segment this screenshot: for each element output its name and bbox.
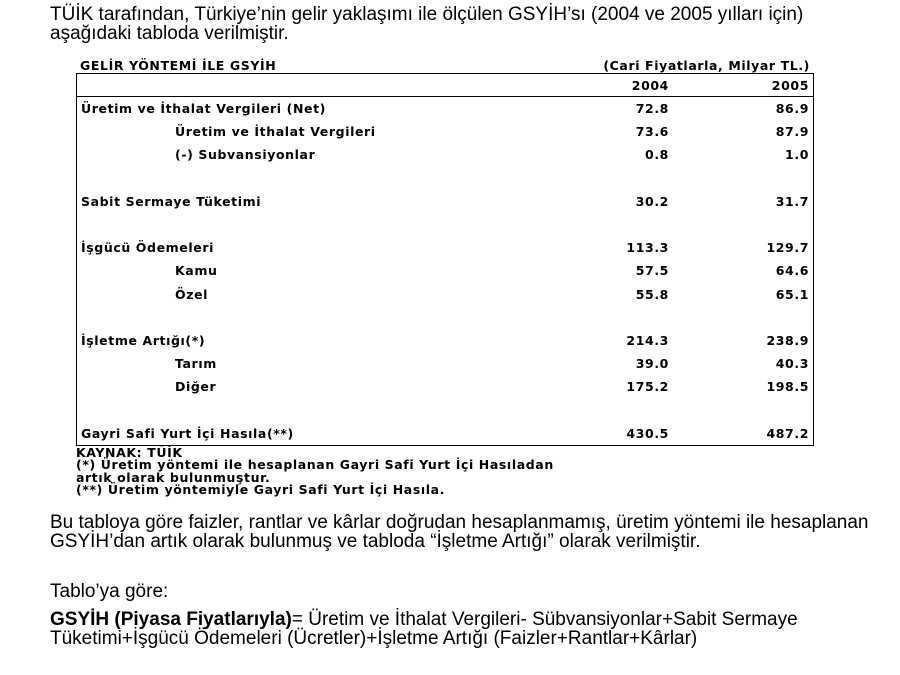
table-row xyxy=(77,213,813,236)
formula-body: = Üretim ve İthalat Vergileri- Sübvansiyonlar+Sabit Sermaye Tüketimi+İşgücü Ödemeleri (Ücretler)+İşletme Artığı (Faizler+Rantlar+Kârlar) xyxy=(50,609,798,649)
table-frame xyxy=(76,73,814,446)
row-label: Gayri Safi Yurt İçi Hasıla(**) xyxy=(81,425,294,441)
table-row xyxy=(77,422,813,445)
row-label: Üretim ve İthalat Vergileri (Net) xyxy=(81,101,326,117)
row-label: Kamu xyxy=(175,263,218,279)
value-2005: 86.9 xyxy=(775,101,809,117)
value-2004: 0.8 xyxy=(645,147,669,163)
value-2005: 40.3 xyxy=(775,356,809,372)
year-header-row xyxy=(77,74,813,97)
value-2004 xyxy=(585,306,669,329)
value-2004 xyxy=(585,167,669,190)
table-header xyxy=(76,59,814,73)
table-row xyxy=(77,190,813,213)
value-2005 xyxy=(669,306,813,329)
row-label: Üretim ve İthalat Vergileri xyxy=(175,124,376,140)
value-2005 xyxy=(669,398,813,421)
value-2004: 214.3 xyxy=(626,332,669,348)
source-line: KAYNAK: TÜİK xyxy=(76,444,183,460)
row-label xyxy=(77,306,585,329)
value-2005: 198.5 xyxy=(766,379,809,395)
value-2005: 487.2 xyxy=(766,425,809,441)
row-label: Diğer xyxy=(175,379,217,395)
value-2004: 30.2 xyxy=(635,193,669,209)
value-2004: 113.3 xyxy=(626,240,669,256)
year-2004: 2004 xyxy=(585,74,669,97)
value-2004: 430.5 xyxy=(626,425,669,441)
explanation-paragraph: Bu tabloya göre faizler, rantlar ve kârlar doğrudan hesaplanmamış, üretim yöntemi ile hesaplanan GSYİH’dan artık olarak bulunmuş ve tabloda “İşletme Artığı” olarak verilmiştir. xyxy=(50,512,869,552)
table-source-notes xyxy=(76,444,814,498)
row-label: İşgücü Ödemeleri xyxy=(81,240,214,256)
note-1-line-2: artık olarak bulunmuştur. xyxy=(76,469,271,485)
row-label: Sabit Sermaye Tüketimi xyxy=(81,193,262,209)
according-to-table: Tablo’ya göre: xyxy=(50,581,169,602)
value-2004: 39.0 xyxy=(635,356,669,372)
row-label: Özel xyxy=(175,286,209,302)
value-2005: 65.1 xyxy=(775,286,809,302)
table-row xyxy=(77,236,813,259)
value-2004: 72.8 xyxy=(635,101,669,117)
value-2005: 87.9 xyxy=(775,124,809,140)
note-2: (**) Üretim yöntemiyle Gayri Safi Yurt İçi Hasıla. xyxy=(76,482,446,498)
row-label xyxy=(77,167,585,190)
value-2005 xyxy=(669,167,813,190)
value-2005: 31.7 xyxy=(775,193,809,209)
table-row xyxy=(77,329,813,352)
row-label: İşletme Artığı(*) xyxy=(81,332,206,348)
note-1-line-1: (*) Üretim yöntemi ile hesaplanan Gayri Safi Yurt İçi Hasıladan xyxy=(76,457,554,473)
table-row xyxy=(77,259,813,282)
table-title: GELİR YÖNTEMİ İLE GSYİH xyxy=(80,58,277,73)
table-row xyxy=(77,306,813,329)
value-2005 xyxy=(669,213,813,236)
row-label xyxy=(77,398,585,421)
formula-term: GSYİH (Piyasa Fiyatlarıyla) xyxy=(50,609,292,630)
gsyih-formula xyxy=(50,610,880,648)
row-label xyxy=(77,213,585,236)
value-2004: 175.2 xyxy=(626,379,669,395)
table-row xyxy=(77,398,813,421)
value-2005: 129.7 xyxy=(766,240,809,256)
value-2005: 1.0 xyxy=(785,147,809,163)
row-label: Tarım xyxy=(175,356,217,372)
intro-paragraph: TÜİK tarafından, Türkiye’nin gelir yaklaşımı ile ölçülen GSYİH’sı (2004 ve 2005 yılları için) aşağıdaki tabloda verilmiştir. xyxy=(50,4,804,44)
table-row xyxy=(77,120,813,143)
value-2004: 55.8 xyxy=(635,286,669,302)
value-2004 xyxy=(585,213,669,236)
table-unit: (Cari Fiyatlarla, Milyar TL.) xyxy=(603,58,810,73)
year-2005: 2005 xyxy=(669,74,813,97)
table-row xyxy=(77,97,813,121)
value-2004: 57.5 xyxy=(635,263,669,279)
value-2005: 238.9 xyxy=(766,332,809,348)
table-row xyxy=(77,375,813,398)
value-2004 xyxy=(585,398,669,421)
table-row xyxy=(77,283,813,306)
gsyih-income-table xyxy=(76,59,814,497)
table-row xyxy=(77,352,813,375)
table-row xyxy=(77,167,813,190)
value-2004: 73.6 xyxy=(635,124,669,140)
table-row xyxy=(77,143,813,166)
row-label: (-) Subvansiyonlar xyxy=(175,147,316,163)
value-2005: 64.6 xyxy=(775,263,809,279)
